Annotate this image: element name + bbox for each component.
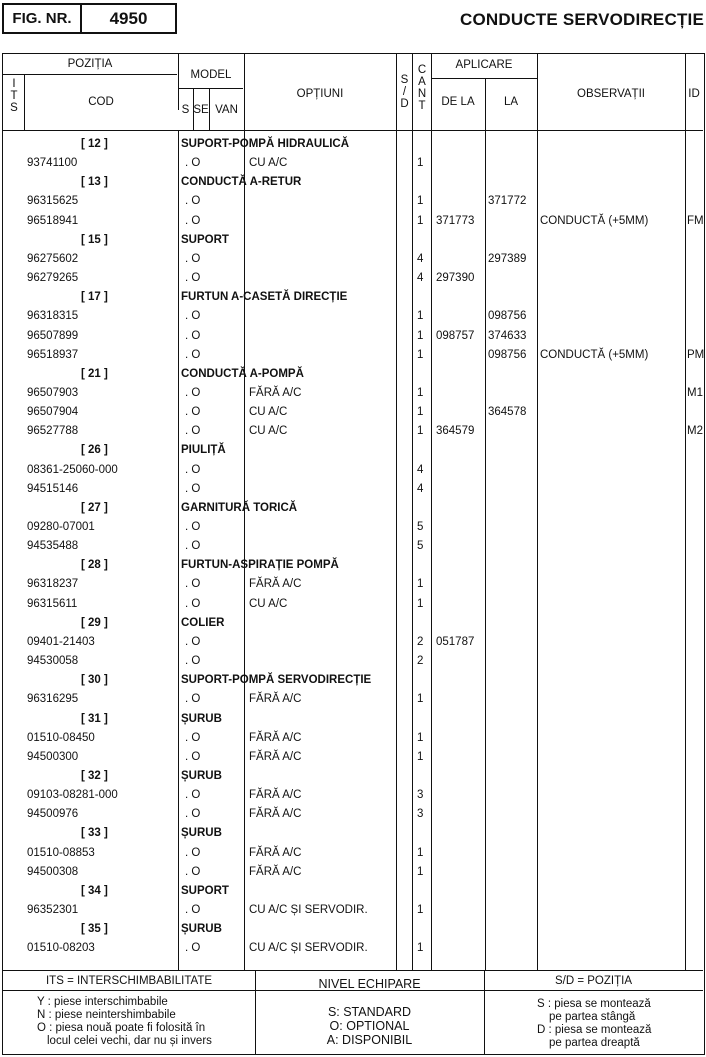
model-flags: . O <box>185 693 201 705</box>
group-name: SUPORT <box>181 885 229 897</box>
model-flags: . O <box>185 598 201 610</box>
part-code: 96316295 <box>27 693 79 705</box>
quantity-value: 4 <box>417 464 424 476</box>
model-flags: . O <box>185 751 201 763</box>
option-text: FĂRĂ A/C <box>249 578 302 590</box>
group-name: ȘURUB <box>181 827 222 839</box>
quantity-value: 1 <box>417 195 424 207</box>
model-flags: . O <box>185 406 201 418</box>
fig-label: FIG. NR. <box>2 3 82 34</box>
quantity-value: 1 <box>417 598 424 610</box>
position-number: [ 29 ] <box>81 617 108 629</box>
position-number: [ 27 ] <box>81 502 108 514</box>
option-text: FĂRĂ A/C <box>249 387 302 399</box>
position-number: [ 32 ] <box>81 770 108 782</box>
part-code: 96352301 <box>27 904 79 916</box>
model-flags: . O <box>185 310 201 322</box>
part-code: 94500308 <box>27 866 79 878</box>
sd-legend-s: S : piesa se montează <box>537 998 651 1010</box>
part-code: 96275602 <box>27 253 79 265</box>
model-flags: . O <box>185 253 201 265</box>
quantity-value: 3 <box>417 808 424 820</box>
its-legend-o: O : piesa nouă poate fi folosită în <box>37 1022 206 1034</box>
group-name: SUPORT-POMPĂ SERVODIRECȚIE <box>181 674 372 686</box>
quantity-value: 1 <box>417 732 424 744</box>
part-code: 96315611 <box>27 598 78 610</box>
sd-legend-s-cont: pe partea stângă <box>549 1011 636 1023</box>
quantity-value: 2 <box>417 636 424 648</box>
id-code: M1 <box>687 387 703 399</box>
van-header: VAN <box>215 104 238 116</box>
group-name: ȘURUB <box>181 713 222 725</box>
quantity-value: 1 <box>417 157 424 169</box>
model-flags: . O <box>185 847 201 859</box>
dela-header: DE LA <box>441 96 475 108</box>
group-name: GARNITURĂ TORICĂ <box>181 502 298 514</box>
quantity-value: 1 <box>417 330 424 342</box>
group-name: ȘURUB <box>181 923 222 935</box>
model-flags: . O <box>185 425 201 437</box>
part-code: 01510-08203 <box>27 942 95 954</box>
option-text: CU A/C <box>249 425 288 437</box>
quantity-value: 1 <box>417 847 424 859</box>
group-name: SUPORT <box>181 234 229 246</box>
option-text: FĂRĂ A/C <box>249 751 302 763</box>
observation-text: CONDUCTĂ (+5MM) <box>540 349 649 361</box>
nivel-legend-o: O: OPTIONAL <box>329 1019 410 1033</box>
quantity-value: 1 <box>417 578 424 590</box>
apply-to: 374633 <box>488 330 527 342</box>
quantity-value: 1 <box>417 425 424 437</box>
observation-text: CONDUCTĂ (+5MM) <box>540 215 649 227</box>
position-number: [ 35 ] <box>81 923 108 935</box>
part-code: 96507904 <box>27 406 79 418</box>
se-header: SE <box>193 104 209 116</box>
part-code: 96318315 <box>27 310 79 322</box>
sd-legend-d-cont: pe partea dreaptă <box>549 1037 640 1049</box>
quantity-value: 2 <box>417 655 424 667</box>
part-code: 96507899 <box>27 330 79 342</box>
model-flags: . O <box>185 387 201 399</box>
model-flags: . O <box>185 904 201 916</box>
option-text: CU A/C <box>249 598 288 610</box>
group-name: PIULIȚĂ <box>181 444 226 456</box>
id-code: M2 <box>687 425 703 437</box>
option-text: FĂRĂ A/C <box>249 866 302 878</box>
la-header: LA <box>503 96 519 108</box>
sd-legend-d: D : piesa se montează <box>537 1024 652 1036</box>
part-code: 96518937 <box>27 349 79 361</box>
nivel-legend-title: NIVEL ECHIPARE <box>318 977 421 991</box>
model-flags: . O <box>185 464 201 476</box>
quantity-value: 1 <box>417 215 424 227</box>
apply-to: 098756 <box>488 310 527 322</box>
id-header: ID <box>688 88 700 100</box>
apply-from: 364579 <box>436 425 475 437</box>
position-number: [ 34 ] <box>81 885 108 897</box>
model-flags: . O <box>185 866 201 878</box>
part-code: 94500300 <box>27 751 79 763</box>
cod-header: COD <box>88 96 114 108</box>
page-title: CONDUCTE SERVODIRECȚIE <box>459 10 704 29</box>
its-legend-title: ITS = INTERSCHIMBABILITATE <box>45 975 213 987</box>
group-name: COLIER <box>181 617 225 629</box>
part-code: 93741100 <box>27 157 78 169</box>
apply-from: 371773 <box>436 215 475 227</box>
model-flags: . O <box>185 789 201 801</box>
option-text: CU A/C ȘI SERVODIR. <box>249 942 368 954</box>
quantity-value: 1 <box>417 904 424 916</box>
part-code: 09401-21403 <box>27 636 95 648</box>
quantity-value: 1 <box>417 406 424 418</box>
model-flags: . O <box>185 349 201 361</box>
part-code: 96527788 <box>27 425 79 437</box>
sd-legend-title: S/D = POZIȚIA <box>554 975 632 987</box>
part-code: 01510-08450 <box>27 732 95 744</box>
model-flags: . O <box>185 215 201 227</box>
quantity-value: 5 <box>417 521 424 533</box>
position-number: [ 31 ] <box>81 713 108 725</box>
option-text: CU A/C <box>249 157 288 169</box>
quantity-value: 5 <box>417 540 424 552</box>
model-flags: . O <box>185 942 201 954</box>
option-text: FĂRĂ A/C <box>249 808 302 820</box>
model-flags: . O <box>185 636 201 648</box>
model-flags: . O <box>185 540 201 552</box>
apply-to: 297389 <box>488 253 527 265</box>
quantity-value: 1 <box>417 310 424 322</box>
option-text: FĂRĂ A/C <box>249 693 302 705</box>
quantity-value: 4 <box>417 483 424 495</box>
model-header: MODEL <box>190 69 232 81</box>
position-number: [ 15 ] <box>81 234 108 246</box>
nivel-legend-a: A: DISPONIBIL <box>326 1033 413 1047</box>
group-name: SUPORT-POMPĂ HIDRAULICĂ <box>181 138 350 150</box>
quantity-value: 4 <box>417 253 424 265</box>
its-legend-y: Y : piese interschimbabile <box>37 996 168 1008</box>
model-flags: . O <box>185 157 201 169</box>
option-text: FĂRĂ A/C <box>249 732 302 744</box>
position-number: [ 17 ] <box>81 291 108 303</box>
group-name: CONDUCTĂ A-RETUR <box>181 176 302 188</box>
quantity-value: 3 <box>417 789 424 801</box>
quantity-value: 1 <box>417 942 424 954</box>
nivel-legend-s: S: STANDARD <box>327 1005 412 1019</box>
part-code: 96315625 <box>27 195 79 207</box>
apply-from: 098757 <box>436 330 475 342</box>
part-code: 96279265 <box>27 272 79 284</box>
model-flags: . O <box>185 272 201 284</box>
option-text: FĂRĂ A/C <box>249 789 302 801</box>
group-name: CONDUCTĂ A-POMPĂ <box>181 368 304 380</box>
observatii-header: OBSERVAȚII <box>577 88 645 100</box>
model-flags: . O <box>185 195 201 207</box>
pozitia-header: POZIȚIA <box>67 58 113 70</box>
part-code: 94500976 <box>27 808 79 820</box>
part-code: 94530058 <box>27 655 79 667</box>
group-name: FURTUN-ASPIRAȚIE POMPĂ <box>181 559 339 571</box>
position-number: [ 12 ] <box>81 138 108 150</box>
model-flags: . O <box>185 808 201 820</box>
its-header: I T S <box>10 78 18 114</box>
cant-header: C A N T <box>417 64 427 112</box>
apply-to: 098756 <box>488 349 527 361</box>
model-flags: . O <box>185 330 201 342</box>
model-flags: . O <box>185 732 201 744</box>
id-code: FM <box>687 215 704 227</box>
model-flags: . O <box>185 578 201 590</box>
position-number: [ 30 ] <box>81 674 108 686</box>
quantity-value: 1 <box>417 387 424 399</box>
part-code: 09280-07001 <box>27 521 95 533</box>
position-number: [ 13 ] <box>81 176 108 188</box>
part-code: 96507903 <box>27 387 79 399</box>
fig-number: 4950 <box>82 3 177 34</box>
option-text: CU A/C <box>249 406 288 418</box>
part-code: 96518941 <box>27 215 79 227</box>
id-code: PM <box>687 349 705 361</box>
apply-from: 051787 <box>436 636 475 648</box>
position-number: [ 26 ] <box>81 444 108 456</box>
position-number: [ 21 ] <box>81 368 108 380</box>
position-number: [ 33 ] <box>81 827 108 839</box>
optiuni-header: OPȚIUNI <box>296 88 344 100</box>
model-flags: . O <box>185 655 201 667</box>
part-code: 94515146 <box>27 483 79 495</box>
part-code: 01510-08853 <box>27 847 95 859</box>
quantity-value: 1 <box>417 866 424 878</box>
part-code: 94535488 <box>27 540 79 552</box>
quantity-value: 1 <box>417 693 424 705</box>
quantity-value: 1 <box>417 751 424 763</box>
its-legend-n: N : piese neintershimbabile <box>37 1009 176 1021</box>
option-text: CU A/C ȘI SERVODIR. <box>249 904 368 916</box>
group-name: FURTUN A-CASETĂ DIRECȚIE <box>181 291 348 303</box>
model-flags: . O <box>185 521 201 533</box>
apply-from: 297390 <box>436 272 475 284</box>
parts-table <box>2 53 705 1055</box>
model-flags: . O <box>185 483 201 495</box>
apply-to: 364578 <box>488 406 527 418</box>
part-code: 09103-08281-000 <box>27 789 118 801</box>
group-name: ȘURUB <box>181 770 222 782</box>
sd-header: S / D <box>400 74 409 110</box>
part-code: 08361-25060-000 <box>27 464 118 476</box>
part-code: 96318237 <box>27 578 79 590</box>
quantity-value: 1 <box>417 349 424 361</box>
aplicare-header: APLICARE <box>455 59 513 71</box>
option-text: FĂRĂ A/C <box>249 847 302 859</box>
s-header: S <box>181 104 190 116</box>
apply-to: 371772 <box>488 195 527 207</box>
its-legend-o-cont: locul celei vechi, dar nu și invers <box>47 1035 212 1047</box>
quantity-value: 4 <box>417 272 424 284</box>
position-number: [ 28 ] <box>81 559 108 571</box>
